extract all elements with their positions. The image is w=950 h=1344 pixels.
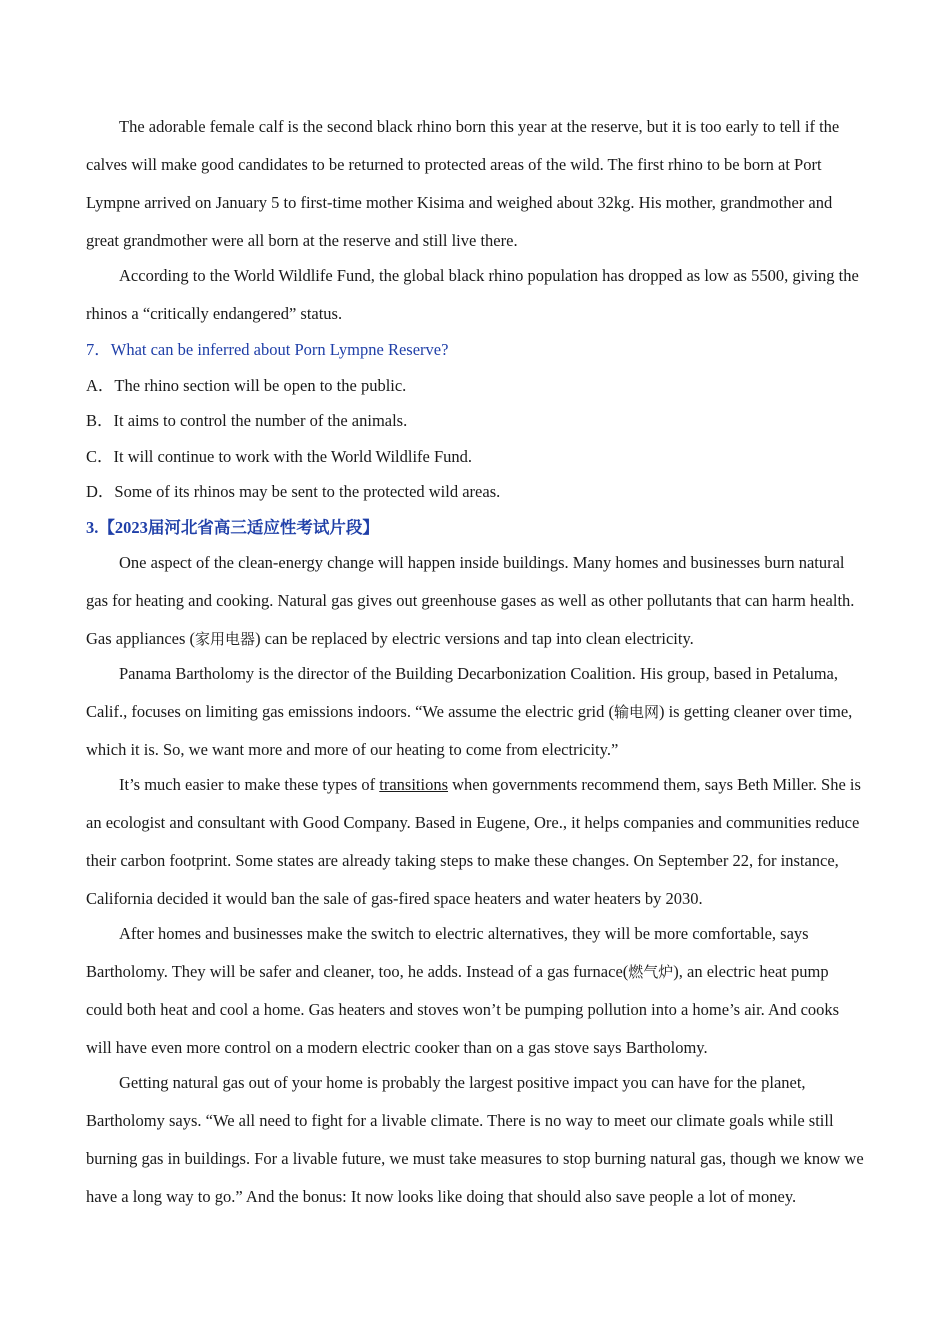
passage-paragraph: [86, 915, 866, 1067]
chinese-gloss: 家用电器: [195, 629, 256, 648]
passage-paragraph: The adorable female calf is the second black rhino born this year at the reserve, but it is too early to tell if the calves will make good candidates to be returned to protected areas of the wild. The first rhino to be born at Port Lympne arrived on January 5 to first-time mother Kisima and weighed about 32kg. His mother, grandmother and great grandmother were all born at the reserve and still live there.: [86, 117, 840, 250]
option-a: A．The rhino section will be open to the public.: [86, 375, 407, 395]
text-run: ), an electric heat pump could both heat and cool a home. Gas heaters and stoves won’t be pumping pollution into a home’s air. And cooks will have even more control on a modern electric cooker than on a gas stove says Bartholomy.: [86, 961, 840, 1057]
chinese-gloss: 输电网: [613, 702, 659, 721]
passage-paragraph: [86, 655, 866, 769]
text-run: It’s much easier to make these types of: [119, 774, 380, 794]
passage-paragraph: According to the World Wildlife Fund, the global black rhino population has dropped as low as 5500, giving the rhinos a “critically endangered” status.: [86, 266, 859, 323]
underlined-word: transitions: [379, 774, 449, 794]
text-run: ) can be replaced by electric versions and tap into clean electricity.: [255, 628, 694, 648]
text-run: when governments recommend them, says Beth Miller. She is an ecologist and consultant with Good Company. Based in Eugene, Ore., it helps companies and communities reduce their carbon footprint. Some states are already taking steps to make these changes. On September 22, for instance, California decided it would ban the sale of gas-fired space heaters and water heaters by 2030.: [86, 774, 861, 908]
passage-paragraph: [86, 544, 866, 658]
passage-paragraph: Getting natural gas out of your home is probably the largest positive impact you can have for the planet, Bartholomy says. “We all need to fight for a livable climate. There is no way to meet our climate goals while still burning gas in buildings. For a livable future, we must take measures to stop burning natural gas, though we know we have a long way to go.” And the bonus: It now looks like doing that should also save people a lot of money.: [86, 1072, 864, 1206]
text-run: One aspect of the clean-energy change will happen inside buildings. Many homes and businesses burn natural gas for heating and cooking. Natural gas gives out greenhouse gases as well as other pollutants that can harm health. Gas appliances (: [86, 552, 855, 648]
document-body: [86, 108, 866, 1216]
option-d: D．Some of its rhinos may be sent to the protected wild areas.: [86, 482, 501, 501]
option-b: B．It aims to control the number of the animals.: [86, 411, 408, 430]
text-run: Panama Bartholomy is the director of the Building Decarbonization Coalition. His group, based in Petaluma, Calif., focuses on limiting gas emissions indoors. “We assume the electric grid (: [86, 663, 838, 721]
option-c: C．It will continue to work with the World Wildlife Fund.: [86, 446, 473, 466]
passage-paragraph: [86, 766, 866, 918]
section-heading: 3.【2023届河北省高三适应性考试片段】: [86, 517, 379, 537]
question-7: 7．What can be inferred about Porn Lympne Reserve?: [86, 340, 449, 359]
text-run: After homes and businesses make the switch to electric alternatives, they will be more comfortable, says Bartholomy. They will be safer and cleaner, too, he adds. Instead of a gas furnace(: [86, 923, 809, 981]
chinese-gloss: 燃气炉: [628, 962, 674, 981]
text-run: ) is getting cleaner over time, which it is. So, we want more and more of our heating to come from electricity.”: [86, 701, 853, 759]
